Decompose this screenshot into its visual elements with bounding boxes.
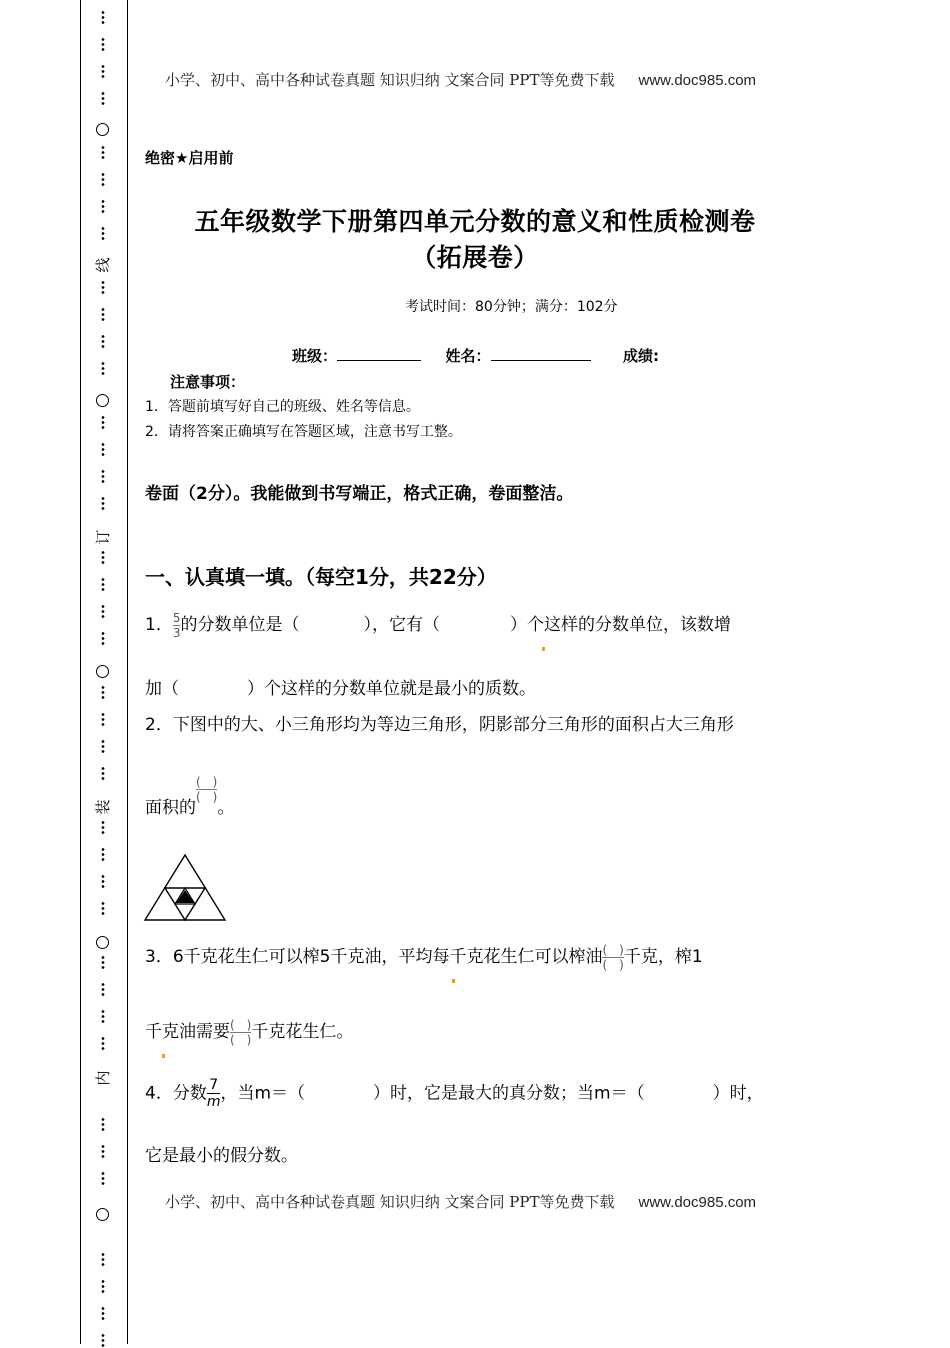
cut-line-dots xyxy=(101,1009,105,1024)
question-2: 2．下图中的大、小三角形均为等边三角形，阴影部分三角形的面积占大三角形 xyxy=(145,715,734,735)
neatness-note: 卷面（2分）。我能做到书写端正，格式正确，卷面整洁。 xyxy=(145,484,574,504)
question-3: 3．6千克花生仁可以榨5千克油，平均每千克花生仁可以榨油 $\frac{( )}{( )}$ 千克，榨1 xyxy=(145,942,703,972)
name-field[interactable] xyxy=(491,348,591,361)
cut-line-circle xyxy=(96,394,109,407)
cut-line-dots xyxy=(101,820,105,835)
page-subtitle: （拓展卷） xyxy=(411,243,539,272)
class-label: 班级： xyxy=(292,347,338,365)
notice-item: 2．请将答案正确填写在答题区域，注意书写工整。 xyxy=(145,424,462,440)
mark-dot xyxy=(452,979,455,983)
cut-line-dots xyxy=(101,280,105,295)
cut-line-circle xyxy=(96,1208,109,1221)
cut-line-dots xyxy=(101,550,105,565)
section-heading: 一、认真填一填。（每空1分，共22分） xyxy=(145,565,497,589)
cut-line-dots xyxy=(101,37,105,52)
cut-line-dots xyxy=(101,874,105,889)
cut-line-dots xyxy=(101,307,105,322)
cut-line-dots xyxy=(101,847,105,862)
cut-line-circle xyxy=(96,123,109,136)
header-url[interactable]: www.doc985.com xyxy=(638,72,757,89)
q1-fraction: $\frac{5}{3}$ xyxy=(172,610,181,640)
footer-text: 小学、初中、高中各种试卷真题 知识归纳 文案合同 PPT等免费下载 xyxy=(165,1193,615,1211)
cut-line-dots xyxy=(101,739,105,754)
cut-line-dots xyxy=(101,1252,105,1267)
cut-line-dots xyxy=(101,361,105,376)
cut-line-dots xyxy=(101,1117,105,1132)
q3-fraction-blank-1[interactable]: $\frac{( )}{( )}$ xyxy=(602,942,624,972)
cut-line-circle xyxy=(96,936,109,949)
binding-label-bind: 装 xyxy=(94,799,112,815)
binding-label-staple: 订 xyxy=(94,529,112,545)
notice-heading: 注意事项： xyxy=(170,373,246,391)
cut-line-dots xyxy=(101,901,105,916)
cut-line-dots xyxy=(101,685,105,700)
cut-line-circle xyxy=(96,665,109,678)
cut-line-dots xyxy=(101,415,105,430)
question-1: 1． $\frac{5}{3}$ 的分数单位是（ ），它有（ ）个这样的分数单位，该数增 xyxy=(145,610,731,640)
cut-line-dots xyxy=(101,577,105,592)
page-footer xyxy=(165,1191,756,1212)
mark-dot xyxy=(542,647,545,651)
q1-number: 1． xyxy=(145,615,173,635)
cut-line-dots xyxy=(101,172,105,187)
cut-line-dots xyxy=(101,1144,105,1159)
cut-line-dots xyxy=(101,334,105,349)
cut-line-dots xyxy=(101,145,105,160)
class-field[interactable] xyxy=(337,348,421,361)
binding-label-inside: 内 xyxy=(94,1070,112,1086)
cut-line-dots xyxy=(101,712,105,727)
binding-label-line: 线 xyxy=(94,257,112,273)
page-header xyxy=(165,69,756,90)
footer-url[interactable]: www.doc985.com xyxy=(638,1194,757,1211)
page-title: 五年级数学下册第四单元分数的意义和性质检测卷 xyxy=(194,207,756,236)
question-4-line2: 它是最小的假分数。 xyxy=(145,1146,298,1166)
secret-label: 绝密★启用前 xyxy=(145,149,234,167)
cut-line-dots xyxy=(101,91,105,106)
cut-line-dots xyxy=(101,496,105,511)
triangle-figure xyxy=(143,853,229,923)
q4-fraction: $\frac{7}{m}$ xyxy=(206,1077,221,1110)
cut-line-dots xyxy=(101,982,105,997)
question-3-line2: 千克油需要 $\frac{( )}{( )}$ 千克花生仁。 xyxy=(145,1017,354,1047)
student-fields xyxy=(292,345,659,366)
header-text: 小学、初中、高中各种试卷真题 知识归纳 文案合同 PPT等免费下载 xyxy=(165,71,615,89)
cut-line-dots xyxy=(101,1171,105,1186)
cut-line-dots xyxy=(101,1333,105,1348)
exam-info: 考试时间：80分钟；满分：102分 xyxy=(405,299,618,315)
cut-line-dots xyxy=(101,631,105,646)
name-label: 姓名： xyxy=(445,347,491,365)
cut-line-dots xyxy=(101,1306,105,1321)
question-2-line2: 面积的 $\frac{( )}{( )}$ 。 xyxy=(145,775,235,818)
cut-line-dots xyxy=(101,64,105,79)
question-4: 4．分数 $\frac{7}{m}$ ，当m＝（ ）时，它是最大的真分数；当m＝（ ）时， xyxy=(145,1077,764,1110)
cut-line-dots xyxy=(101,469,105,484)
cut-line-dots xyxy=(101,604,105,619)
q2-fraction-blank[interactable]: $\frac{( )}{( )}$ xyxy=(196,775,218,804)
cut-line-dots xyxy=(101,1036,105,1051)
question-1-line2: 加（ ）个这样的分数单位就是最小的质数。 xyxy=(145,679,536,699)
cut-line-dots xyxy=(101,955,105,970)
q3-fraction-blank-2[interactable]: $\frac{( )}{( )}$ xyxy=(230,1017,252,1047)
mark-dot xyxy=(162,1054,165,1058)
score-label: 成绩: xyxy=(622,347,659,365)
notice-item: 1．答题前填写好自己的班级、姓名等信息。 xyxy=(145,399,420,415)
cut-line-dots xyxy=(101,10,105,25)
cut-line-dots xyxy=(101,766,105,781)
cut-line-dots xyxy=(101,442,105,457)
cut-line-dots xyxy=(101,1279,105,1294)
